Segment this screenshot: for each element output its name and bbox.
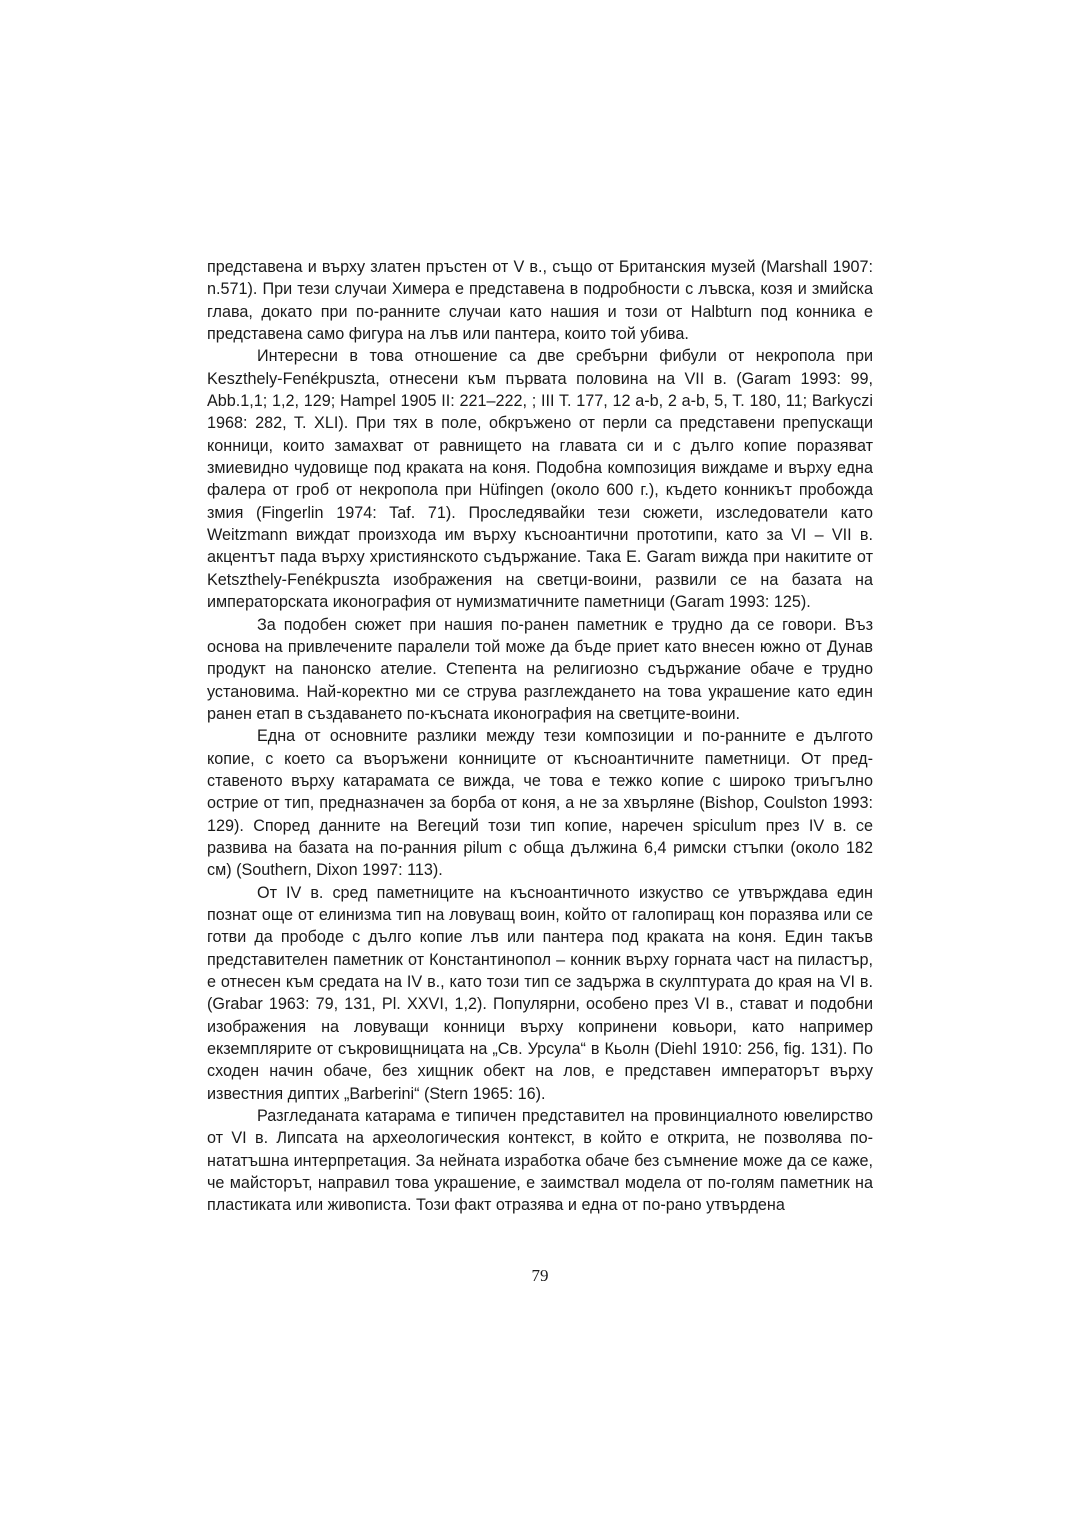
- paragraph-5: От IV в. сред паметниците на късноантичното изкуство се утвърждава един познат още от елинизма тип на ловуващ воин, който от галопиращ кон поразява или се готви да прободе с дълго копие лъв или пантера под краката на коня. Един такъв представителен паметник от Константинопол – конник върху горната част на пиластър, е отнесен към средата на IV в., като този тип се задържа в скулптурата до края на VI в. (Grabar 1963: 79, 131, Pl. XXVI, 1,2). Популярни, особено през VI в., стават и подобни изображения на ловуващи конници върху копринени ковьори, като например екземплярите от съкровищницата на „Св. Урсула“ в Кьолн (Diehl 1910: 256, fig. 131). По сходен начин обаче, без хищник обект на лов, е представен императорът върху известния диптих „Barberini“ (Stern 1965: 16).: [207, 883, 873, 1103]
- paragraph-2: Интересни в това отношение са две сребърни фибули от некропола при Keszthely-Fenékpuszta, отнесени към първата половина на VII в. (Garam 1993: 99, Abb.1,1; 1,2, 129; Hampel 1905 II: 221–222, ; III T. 177, 12 a-b, 2 a-b, 5, T. 180, 11; Barkyczi 1968: 282, T. XLI). При тях в поле, обкръжено от перли са представени препускащи конници, които замахват от равнището на главата си и с дълго копие поразяват змиевидно чудовище под краката на коня. Подобна композиция виждаме и върху една фалера от гроб от некропола при Hüfingen (около 600 г.), където конникът пробожда змия (Fingerlin 1974: Taf. 71). Проследявайки тези сюжети, изследователи като Weitzmann виждат произхода им върху късноантични прототипи, като за VI – VII в. акцентът пада върху християнското съдържание. Така E. Garam вижда при накитите от Ketszthely-Fenékpuszta изображения на светци-воини, развили се на базата на императорската иконография от нумизматичните паметници (Garam 1993: 125).: [207, 347, 873, 612]
- paragraph-6: Разгледаната катарама е типичен представител на провинциалното ювелирство от VI в. Липсата на археологическия контекст, в който е открита, не позволява понататъшна интерпретация. За нейната изработка обаче без съмнение може да се каже, че майсторът, направил това украшение, е заимствал модела от по-голям паметник на пластиката или живописта. Този факт отразява и една от по-рано утвърдена: [207, 1107, 873, 1215]
- paragraph-3: За подобен сюжет при нашия по-ранен паметник е трудно да се говори. Въз основа на привлечените паралели той може да бъде приет като внесен южно от Дунав продукт на панонско ателие. Степента на религиозно съдържание обаче е трудно установима. Най-коректно ми се струва разглеждането на това украшение като един ранен етап в създаването по-късната иконография на светците-воини.: [207, 615, 873, 723]
- page-number: 79: [531, 1266, 549, 1285]
- body-text: [207, 256, 873, 1217]
- paragraph-1: представена и върху златен пръстен от V в., също от Британския музей (Marshall 1907: n.571). При тези случаи Химера е представена в подробности с лъвска, козя и змийска глава, докато при по-ранните случаи като нашия и този от Halbturn под конника е представена само фигура на лъв или пантера, които той убива.: [207, 258, 873, 344]
- paragraph-4: Една от основните разлики между тези композиции и по-ранните е дългото копие, с което са въоръжени конниците от късноантичните паметници. От представеното върху катарамата се вижда, че това е тежко копие с широко триъгълно острие от тип, предназначен за борба от коня, а не за хвърляне (Bishop, Coulston 1993: 129). Според данните на Вегеций този тип копие, наречен spiculum през IV в. се развива на базата на по-ранния pilum с обща дължина 6,4 римски стъпки (около 182 см) (Southern, Dixon 1997: 113).: [207, 727, 873, 880]
